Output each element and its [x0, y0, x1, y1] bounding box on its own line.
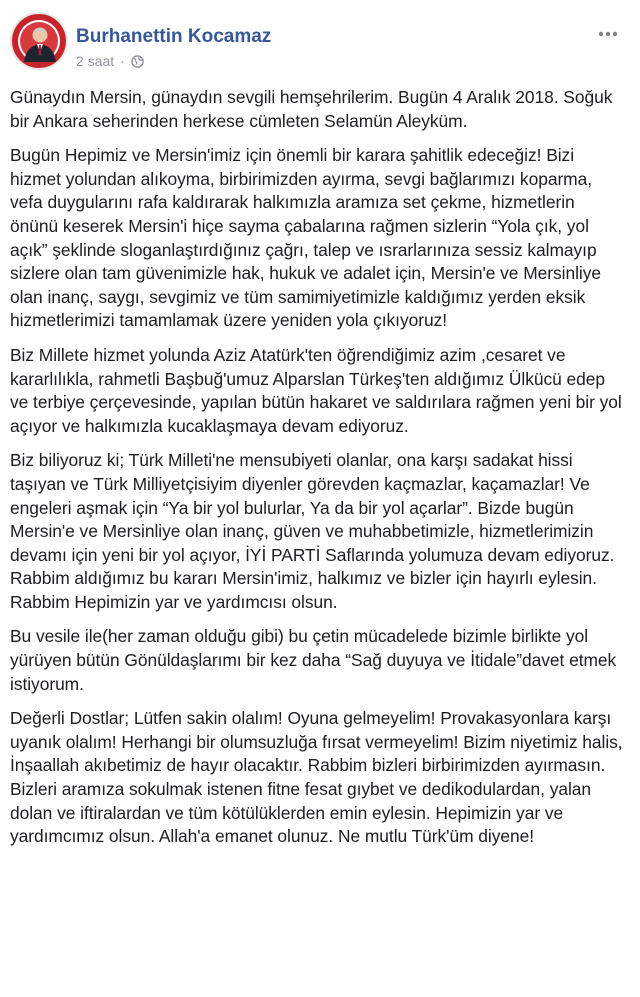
post-timestamp[interactable]: 2 saat [76, 53, 115, 69]
post-body [10, 86, 625, 860]
profile-photo-icon [10, 12, 68, 70]
meta-separator: · [120, 53, 125, 69]
post-paragraph: Biz Millete hizmet yolunda Aziz Atatürk'ten öğrendiğimiz azim ,cesaret ve kararlılıkla, rahmetli Başbuğ'umuz Alparslan Türkeş'ten aldığımız Ülkücü edep ve terbiye çerçevesinde, yapılan bütün hakaret ve saldırılara rağmen yeni bir yol açıyor ve halkımızla kucaklaşmaya devam ediyoruz. [10, 344, 622, 436]
post-meta [76, 53, 144, 69]
post-paragraph: Bugün Hepimiz ve Mersin'imiz için önemli bir karara şahitlik edeceğiz! Bizi hizmet yolundan alıkoyma, birbirimizden ayırma, sevgi bağlarımızı koparma, vefa duygularını rafa kaldırarak halkımızla aramıza set çekme, hizmetlerin önünü keserek Mersin'i hiçe sayma çabalarına rağmen sizlerin “Yola çık, yol açık” şeklinde sloganlaştırdığınız çağrı, talep ve ısrarlarınıza sessiz kalmayıp sizlere olan tam güvenimizle hak, hukuk ve adalet için, Mersin'e ve Mersinliye olan inanç, saygı, sevgimiz ve tüm samimiyetimizle kaldığımız yerden eksik hizmetlerimizi tamamlamak üzere yeniden yola çıkıyoruz! [10, 145, 601, 331]
post-paragraph: Değerli Dostlar; Lütfen sakin olalım! Oyuna gelmeyelim! Provakasyonlara karşı uyanık olalım! Herhangi bir olumsuzluğa fırsat vermeyelim! Bizim niyetimiz halis, İnşaallah akıbetimiz de hayır olacaktır. Rabbim bizleri birbirimizden ayırmasın. Bizleri aramıza sokulmak istenen fitne fesat gıybet ve dedikodulardan, yalan dolan ve iftiralardan ve tüm kötülüklerden emin eylesin. Hepimizin yar ve yardımcımız olsun. Allah'a emanet olunuz. Ne mutlu Türk'üm diyene! [10, 708, 623, 847]
post-paragraph: Biz biliyoruz ki; Türk Milleti'ne mensubiyeti olanlar, ona karşı sadakat hissi taşıyan ve Türk Milliyetçisiyim diyenler görevden kaçmazlar, kaçamazlar! Ve engeleri aşmak için “Ya bir yol bulurlar, Ya da bir yol açarlar”. Bizde bugün Mersin'e ve Mersinliye olan inanç, güven ve muhabbetimizle, hizmetlerimizin devamı için yeni bir yol açıyor, İYİ PARTİ Saflarında yolumuza devam ediyoruz. Rabbim aldığımız bu kararı Mersin'imiz, halkımız ve bizler için hayırlı eylesin. Rabbim Hepimizin yar ve yardımcısı olsun. [10, 450, 615, 612]
more-options-icon[interactable] [594, 26, 622, 46]
author-name-link[interactable]: Burhanettin Kocamaz [76, 26, 272, 47]
globe-icon[interactable] [131, 55, 144, 68]
post-header [10, 12, 630, 74]
post-paragraph: Bu vesile ile(her zaman olduğu gibi) bu çetin mücadelede bizimle birlikte yol yürüyen bütün Gönüldaşlarımı bir kez daha “Sağ duyuya ve İtidale”davet etmek istiyorum. [10, 626, 617, 694]
author-avatar[interactable] [10, 12, 68, 70]
post-paragraph: Günaydın Mersin, günaydın sevgili hemşehrilerim. Bugün 4 Aralık 2018. Soğuk bir Ankara seherinden herkese cümleten Selamün Aleyküm. [10, 87, 613, 131]
